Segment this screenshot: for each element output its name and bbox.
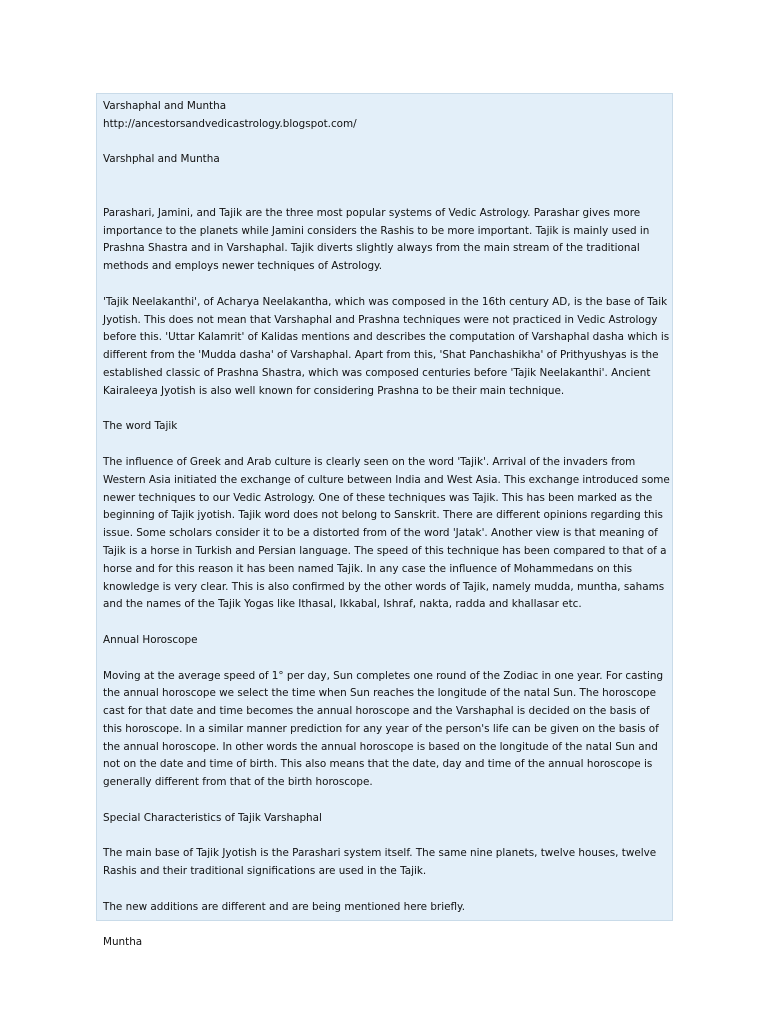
document-subtitle: Varshphal and Muntha: [103, 153, 220, 166]
paragraph-main-base: The main base of Tajik Jyotish is the Parashari system itself. The same nine planets, twelve houses, twelve Rashis and their traditional significations are used in the Tajik.: [103, 847, 657, 878]
paragraph-new-additions: The new additions are different and are being mentioned here briefly.: [103, 900, 466, 913]
heading-special-characteristics: Special Characteristics of Tajik Varshaphal: [103, 811, 322, 824]
heading-word-tajik: The word Tajik: [103, 420, 178, 433]
heading-muntha: Muntha: [103, 936, 143, 949]
source-url: http://ancestorsandvedicastrology.blogspot.com/: [103, 117, 357, 130]
paragraph-word-tajik: The influence of Greek and Arab culture is clearly seen on the word 'Tajik'. Arrival of the invaders from Western Asia initiated the exchange of culture between India and West Asia. This exchange introduced some newer techniques to our Vedic Astrology. One of these techniques was Tajik. This has been marked as the beginning of Tajik jyotish. Tajik word does not belong to Sanskrit. There are different opinions regarding this issue. Some scholars consider it to be a distorted from of the word 'Jatak'. Another view is that meaning of Tajik is a horse in Turkish and Persian language. The speed of this technique has been compared to that of a horse and for this reason it has been named Tajik. In any case the influence of Mohammedans on this knowledge is very clear. This is also confirmed by the other words of Tajik, namely mudda, muntha, sahams and the names of the Tajik Yogas like Ithasal, Ikkabal, Ishraf, nakta, radda and khallasar etc.: [103, 455, 670, 611]
heading-annual-horoscope: Annual Horoscope: [103, 633, 198, 646]
paragraph-annual-horoscope: Moving at the average speed of 1° per day, Sun completes one round of the Zodiac in one year. For casting the annual horoscope we select the time when Sun reaches the longitude of the natal Sun. The horoscope cast for that date and time becomes the annual horoscope and the Varshaphal is decided on the basis of this horoscope. In a similar manner prediction for any year of the person's life can be given on the basis of the annual horoscope. In other words the annual horoscope is based on the longitude of the natal Sun and not on the date and time of birth. This also means that the date, day and time of the annual horoscope is generally different from that of the birth horoscope.: [103, 669, 664, 789]
document-body: [103, 98, 670, 952]
paragraph-tajik-neelakanthi: 'Tajik Neelakanthi', of Acharya Neelakantha, which was composed in the 16th century AD, is the base of Taik Jyotish. This does not mean that Varshaphal and Prashna techniques were not practiced in Vedic Astrology before this. 'Uttar Kalamrit' of Kalidas mentions and describes the computation of Varshaphal dasha which is different from the 'Mudda dasha' of Varshaphal. Apart from this, 'Shat Panchashikha' of Prithyushyas is the established classic of Prashna Shastra, which was composed centuries before 'Tajik Neelakanthi'. Ancient Kairaleeya Jyotish is also well known for considering Prashna to be their main technique.: [103, 295, 670, 397]
document-title: Varshaphal and Muntha: [103, 100, 227, 112]
paragraph-intro: Parashari, Jamini, and Tajik are the three most popular systems of Vedic Astrology. Parashar gives more importance to the planets while Jamini considers the Rashis to be more important. Tajik is mainly used in Prashna Shastra and in Varshaphal. Tajik diverts slightly always from the main stream of the traditional methods and employs newer techniques of Astrology.: [103, 206, 650, 273]
